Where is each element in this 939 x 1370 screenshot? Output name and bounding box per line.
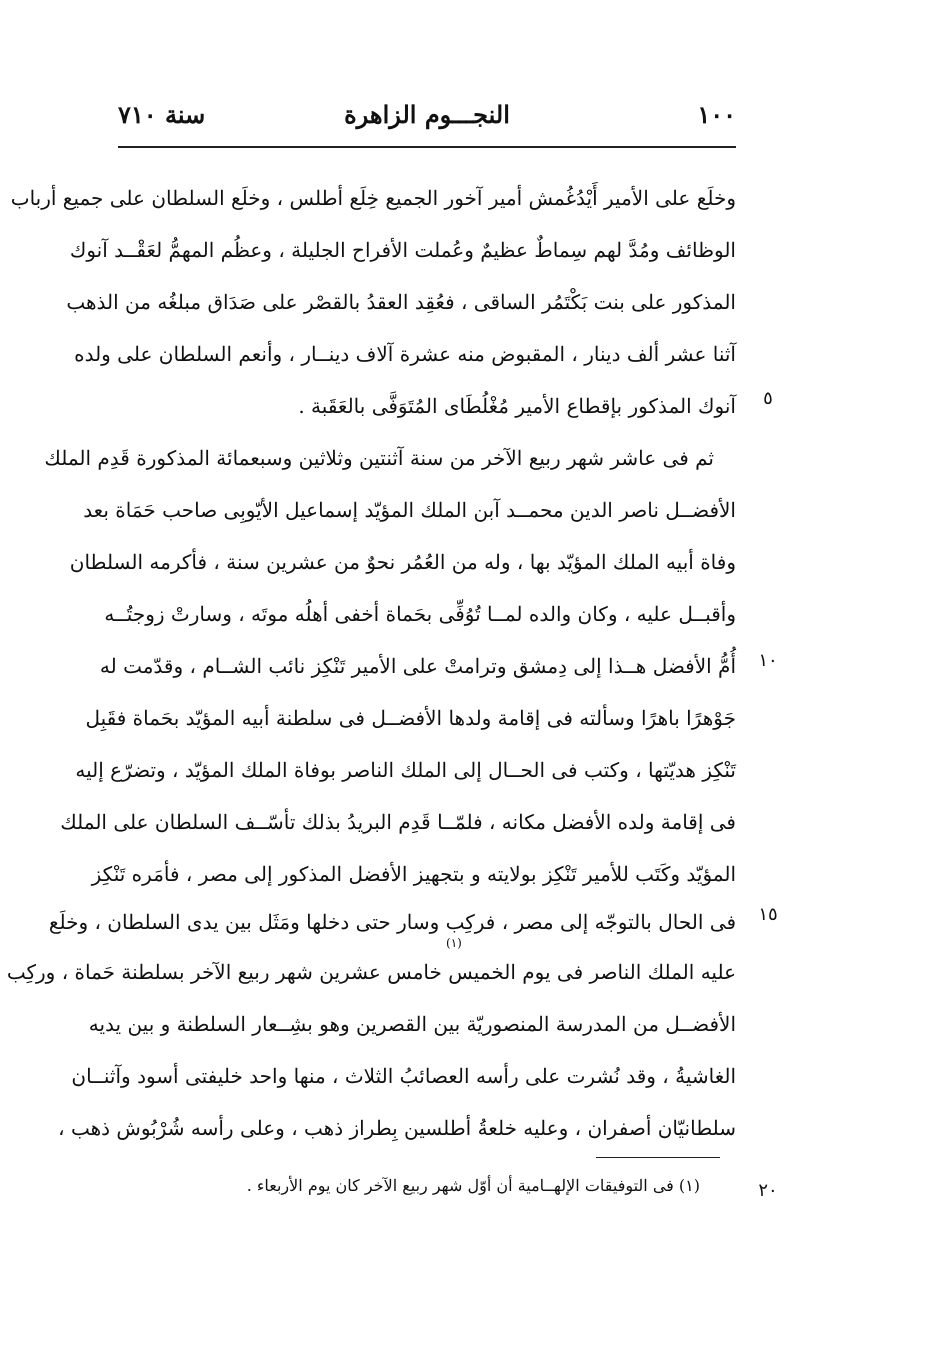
page-number: ١٠٠ (697, 100, 736, 129)
text-line: جَوْهرًا باهرًا وسألته فى إقامة ولدها الأفضــل فى سلطنة أبيه المؤيّد بحَماة فقَبِل (85, 706, 736, 730)
line-number: ١٠ (758, 650, 778, 671)
text-line: وخلَع على الأمير أَيْدُغُمش أمير آخور الجميع خِلَع أطلس ، وخلَع السلطان على جميع أرباب (10, 186, 736, 210)
text-line: الأفضــل من المدرسة المنصوريّة بين القصرين وهو بشِــعار السلطنة و بين يديه (88, 1012, 736, 1036)
text-line: تَنْكِز هديّتها ، وكتب فى الحــال إلى الملك الناصر بوفاة الملك المؤيّد ، وتضرّع إليه (75, 758, 736, 782)
text-line: فى إقامة ولده الأفضل مكانه ، فلمّــا قَدِم البريدُ بذلك تأسّــف السلطان على الملك (60, 810, 736, 834)
footnote-text: (١) فى التوفيقات الإلهــامية أن أوّل شهر ربيع الآخر كان يوم الأربعاء . (246, 1176, 700, 1195)
text-line: المؤيّد وكَتَب للأمير تَنْكِز بولايته و بتجهيز الأفضل المذكور إلى مصر ، فأمَره تَنْكِز (91, 862, 736, 886)
footnote-reference: (١) (446, 936, 462, 950)
text-line: وفاة أبيه الملك المؤيّد بها ، وله من العُمُر نحوٌ من عشرين سنة ، فأكرمه السلطان (69, 550, 736, 574)
text-line: عليه الملك الناصر فى يوم الخميس خامس عشرين شهر ربيع الآخر بسلطنة حَماة ، وركِب (6, 960, 736, 984)
text-line: الوظائف ومُدَّ لهم سِماطٌ عظيمٌ وعُملت الأفراح الجليلة ، وعظُم المهمُّ لعَقْــد آنوك (69, 238, 736, 262)
running-header (118, 100, 736, 140)
text-line: أُمُّ الأفضل هــذا إلى دِمشق وترامتْ على الأمير تَنْكِز نائب الشــام ، وقدّمت له (99, 654, 736, 678)
header-rule (118, 146, 736, 148)
text-line: سلطانيّان أصفران ، وعليه خلعةُ أطلسين بِطراز ذهب ، وعلى رأسه شُرْبُوش ذهب ، (58, 1116, 736, 1140)
text-line: فى الحال بالتوجّه إلى مصر ، فركِب وسار حتى دخلها ومَثَل بين يدى السلطان ، وخلَع (48, 910, 736, 934)
text-line: الغاشيةُ ، وقد نُشرت على رأسه العصائبُ الثلاث ، منها واحد خليفتى أسود وآثنــان (71, 1064, 736, 1088)
book-title: النجـــوم الزاهرة (344, 100, 510, 129)
line-number: ٥ (763, 388, 773, 409)
text-line: ثم فى عاشر شهر ربيع الآخر من سنة آثنتين وثلاثين وسبعمائة المذكورة قَدِم الملك (44, 446, 714, 470)
text-line: الأفضــل ناصر الدين محمــد آبن الملك المؤيّد إسماعيل الأيّوبِى صاحب حَمَاة بعد (83, 498, 736, 522)
footnote-rule (596, 1157, 720, 1158)
year-label: سنة ٧١٠ (118, 100, 206, 129)
text-line: آثنا عشر ألف دينار ، المقبوض منه عشرة آلاف دينــار ، وأنعم السلطان على ولده (74, 342, 736, 366)
text-line: وأقبــل عليه ، وكان والده لمــا تُوُفِّى بحَماة أخفى أهلُه موتَه ، وسارتْ زوجتُــه (104, 602, 736, 626)
line-number: ١٥ (758, 904, 778, 925)
line-number: ٢٠ (758, 1180, 778, 1201)
text-line: آنوك المذكور بإقطاع الأمير مُغْلُطَاى المُتَوَفَّى بالعَقَبة . (298, 394, 736, 418)
text-line: المذكور على بنت بَكْتَمُر الساقى ، فعُقِد العقدُ بالقصْر على صَدَاق مبلغُه من الذهب (66, 290, 736, 314)
